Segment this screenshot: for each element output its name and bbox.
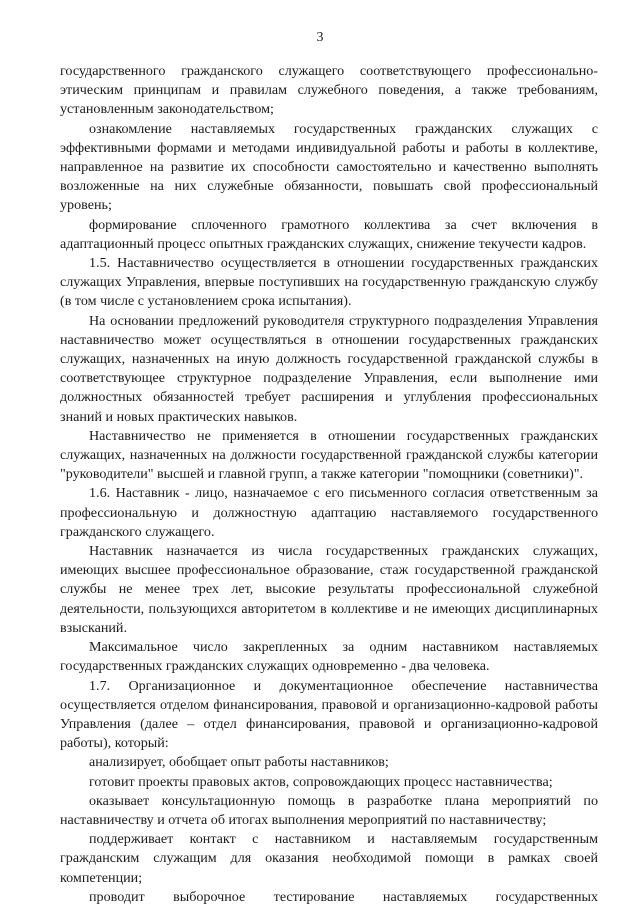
document-body	[60, 62, 598, 907]
paragraph-section-1-5: 1.5. Наставничество осуществляется в отношении государственных гражданских служащих Управления, впервые поступивших на государственную гражданскую службу (в том числе с установлением срока испытания).	[60, 255, 598, 310]
list-item-continued: проводит выборочное тестирование наставляемых государственных	[89, 888, 598, 905]
paragraph: Наставничество не применяется в отношении государственных гражданских служащих, назначенных на должности государственной гражданской службы категории "руководители" высшей и главной групп, а также категории "помощники (советники)".	[60, 427, 598, 483]
paragraph-continuation: государственного гражданского служащего соответствующего профессионально-этическим принципам и правилам служебного поведения, а также требованиям, установленным законодательством;	[60, 63, 598, 118]
paragraph: Наставник назначается из числа государственных гражданских служащих, имеющих высшее профессиональное образование, стаж государственной гражданской службы не менее трех лет, высокие результаты профессиональной служебной деятельности, пользующихся авторитетом в коллективе и не имеющих дисциплинарных взысканий.	[60, 543, 598, 636]
paragraph: формирование сплоченного грамотного коллектива за счет включения в адаптационный процесс опытных гражданских служащих, снижение текучести кадров.	[60, 216, 598, 252]
paragraph: Максимальное число закрепленных за одним наставником наставляемых государственных гражданских служащих одновременно - два человека.	[60, 639, 598, 675]
list-item: поддерживает контакт с наставником и наставляемым государственным гражданским служащим для оказания необходимой помощи в рамках своей компетенции;	[60, 831, 598, 886]
paragraph: ознакомление наставляемых государственных гражданских служащих с эффективными формами и методами индивидуальной работы и работы в коллективе, направленное на развитие их способности самостоятельно и качественно выполнять возложенные на них служебные обязанности, повышать свой профессиональный уровень;	[60, 120, 598, 214]
paragraph-section-1-6: 1.6. Наставник - лицо, назначаемое с его письменного согласия ответственным за профессиональную и должностную адаптацию наставляемого государственного гражданского служащего.	[60, 485, 598, 540]
list-item: готовит проекты правовых актов, сопровождающих процесс наставничества;	[89, 773, 553, 790]
list-item: анализирует, обобщает опыт работы наставников;	[89, 754, 389, 771]
paragraph: На основании предложений руководителя структурного подразделения Управления наставничество может осуществляться в отношении государственных гражданских служащих, назначенных на иную должность государственной гражданской службы в соответствующее структурное подразделение Управления, если выполнение ими должностных обязанностей требует расширения и углубления профессиональных знаний и новых практических навыков.	[60, 312, 598, 425]
page-number: 3	[316, 30, 324, 45]
paragraph-section-1-7: 1.7. Организационное и документационное обеспечение наставничества осуществляется отделом финансирования, правовой и организационно-кадровой работы Управления (далее – отдел финансирования, правовой и организационно-кадровой работы), который:	[60, 677, 598, 752]
list-item: оказывает консультационную помощь в разработке плана мероприятий по наставничеству и отчета об итогах выполнения мероприятий по наставничеству;	[60, 792, 598, 828]
